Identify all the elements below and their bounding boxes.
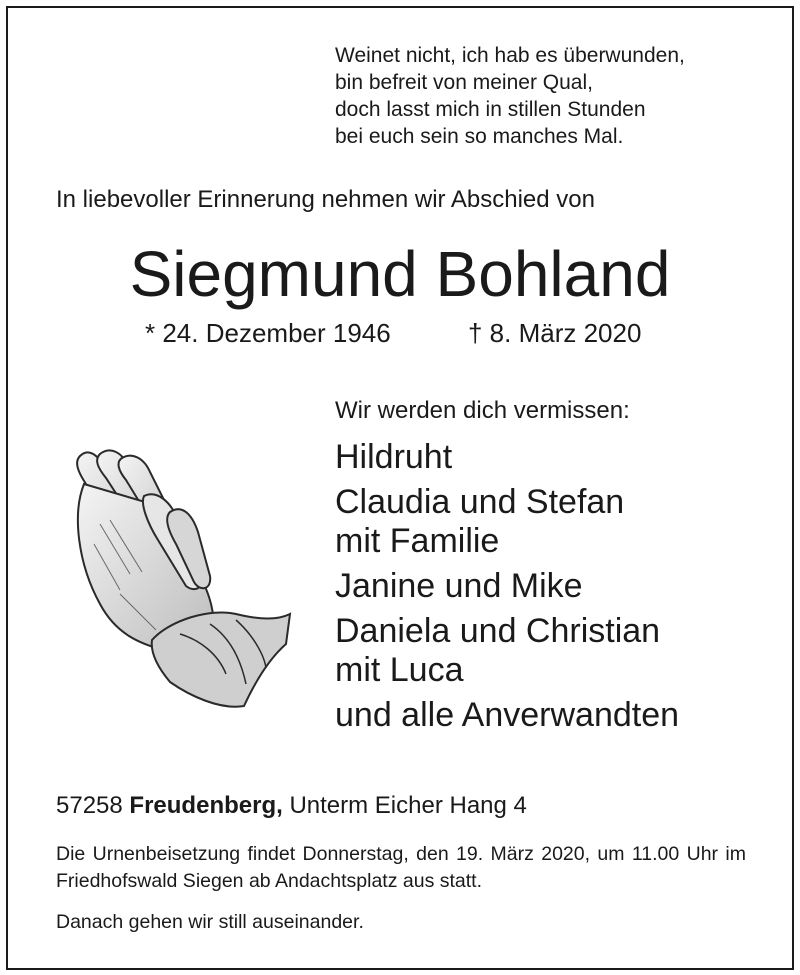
mourner-line: mit Luca xyxy=(335,651,464,689)
mourner-line: Janine und Mike xyxy=(335,567,583,605)
address-street: Unterm Eicher Hang 4 xyxy=(289,792,527,819)
mourners-list xyxy=(335,438,679,735)
poem xyxy=(335,42,685,150)
poem-line: Weinet nicht, ich hab es überwunden, xyxy=(335,44,685,67)
mourner-line: mit Familie xyxy=(335,522,500,560)
mourner-line: Hildruht xyxy=(335,438,453,476)
deceased-name: Siegmund Bohland xyxy=(129,238,671,310)
poem-line: doch lasst mich in stillen Stunden xyxy=(335,98,646,121)
mourners-label: Wir werden dich vermissen: xyxy=(335,397,630,424)
burial-notice: Die Urnenbeisetzung findet Donnerstag, den 19. März 2020, um 11.00 Uhr im Friedhofswald Siegen ab Andachtsplatz aus statt. xyxy=(56,843,746,892)
poem-line: bin befreit von meiner Qual, xyxy=(335,71,593,94)
address-city: Freudenberg, xyxy=(129,792,283,819)
birth-date: * 24. Dezember 1946 xyxy=(145,318,391,348)
death-date: † 8. März 2020 xyxy=(468,318,642,348)
mourner-line: Daniela und Christian xyxy=(335,612,661,650)
praying-hands-icon xyxy=(60,444,292,716)
farewell-note: Danach gehen wir still auseinander. xyxy=(56,911,364,933)
address-zip: 57258 xyxy=(56,792,123,819)
poem-line: bei euch sein so manches Mal. xyxy=(335,125,624,148)
obituary-card xyxy=(6,6,794,970)
intro-text: In liebevoller Erinnerung nehmen wir Abschied von xyxy=(56,186,595,213)
address xyxy=(56,792,527,820)
mourner-line: Claudia und Stefan xyxy=(335,483,625,521)
mourner-line: und alle Anverwandten xyxy=(335,696,680,734)
